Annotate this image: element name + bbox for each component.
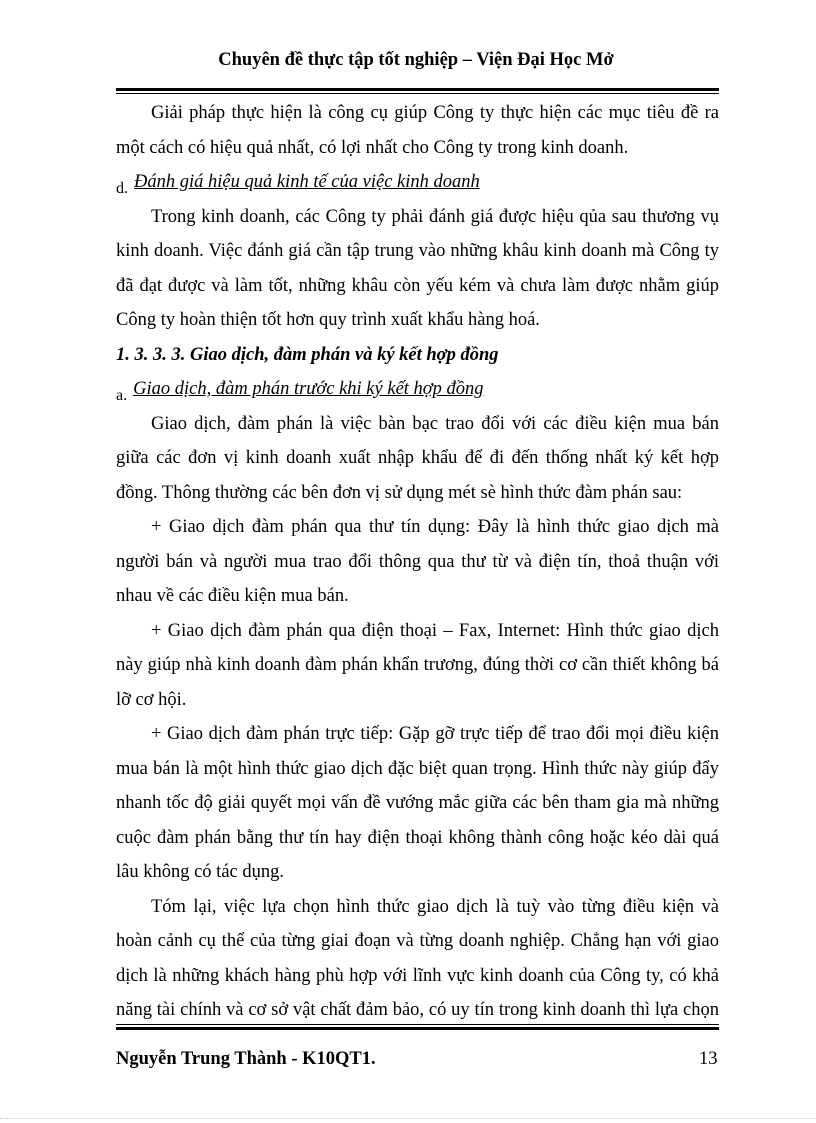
paragraph-line: Trong kinh doanh, các Công ty phải đánh giá được hiệu qủa sau thương vụ [151, 206, 719, 227]
header-rule-thick [116, 88, 719, 91]
footer-rule-thin [116, 1024, 719, 1025]
page-break-divider [0, 1118, 816, 1119]
subsection-marker: d. [116, 180, 128, 197]
paragraph-line: đã đạt được và làm tốt, những khâu còn yếu kém và chưa làm được nhằm giúp [116, 275, 719, 296]
section-heading-1333: 1. 3. 3. 3. Giao dịch, đàm phán và ký kết hợp đồng [116, 344, 499, 365]
subsection-heading-d [116, 165, 719, 200]
paragraph-line: một cách có hiệu quả nhất, có lợi nhất cho Công ty trong kinh doanh. [116, 137, 629, 158]
paragraph-line: dịch là những khách hàng phù hợp với lĩnh vực kinh doanh của Công ty, có khả [116, 965, 719, 986]
subsection-title: Giao dịch, đàm phán trước khi ký kết hợp đồng [133, 379, 484, 399]
paragraph-line: lỡ cơ hội. [116, 689, 187, 710]
paragraph-line: Giải pháp thực hiện là công cụ giúp Công ty thực hiện các mục tiêu đề ra [151, 103, 719, 123]
footer-author: Nguyễn Trung Thành - K10QT1. [116, 1049, 376, 1069]
footer-rule-thick [116, 1027, 719, 1030]
paragraph-line: mua bán là một hình thức giao dịch đặc biệt quan trọng. Hình thức này giúp đẩy [116, 758, 719, 779]
paragraph-line: Công ty hoàn thiện tốt hơn quy trình xuất khẩu hàng hoá. [116, 310, 540, 330]
subsection-marker: a. [116, 387, 128, 404]
paragraph-line: + Giao dịch đàm phán qua điện thoại – Fax, Internet: Hình thức giao dịch [151, 620, 719, 641]
header-rule-thin [116, 93, 719, 94]
paragraph-line: người bán và người mua trao đổi thông qua thư từ và điện tín, thoả thuận với [116, 551, 719, 572]
paragraph-line: hoàn cảnh cụ thể của từng giai đoạn và từng doanh nghiệp. Chẳng hạn với giao [116, 931, 719, 951]
subsection-title: Đánh giá hiệu quả kinh tế của việc kinh doanh [134, 172, 480, 192]
paragraph-line: Tóm lại, việc lựa chọn hình thức giao dịch là tuỳ vào từng điều kiện và [151, 896, 719, 917]
document-body [116, 96, 719, 1028]
subsection-heading-a [116, 372, 719, 407]
paragraph-line: năng tài chính và cơ sở vật chất đảm bảo, có uy tín trong kinh doanh thì lựa chọn [116, 1000, 719, 1020]
page-number: 13 [699, 1049, 718, 1069]
paragraph-line: + Giao dịch đàm phán qua thư tín dụng: Đây là hình thức giao dịch mà [151, 517, 719, 537]
paragraph-line: kinh doanh. Việc đánh giá cần tập trung vào những khâu kinh doanh mà Công ty [116, 241, 719, 261]
paragraph-line: cuộc đàm phán bằng thư tín hay điện thoại không thành công hoặc kéo dài quá [116, 827, 719, 848]
paragraph-line: đồng. Thông thường các bên đơn vị sử dụng mét sè hình thức đàm phán sau: [116, 482, 683, 503]
paragraph-line: giữa các đơn vị kinh doanh xuất nhập khẩu để đi đến thống nhất ký kết hợp [116, 448, 719, 468]
paragraph-line: nhanh tốc độ giải quyết mọi vấn đề vướng mắc giữa các bên tham gia mà những [116, 793, 719, 813]
paragraph-line: này giúp nhà kinh doanh đàm phán khẩn trương, đúng thời cơ cần thiết không bá [116, 655, 719, 675]
paragraph-line: lâu không có tác dụng. [116, 862, 284, 882]
paragraph-line: + Giao dịch đàm phán trực tiếp: Gặp gỡ trực tiếp để trao đổi mọi điều kiện [151, 724, 719, 744]
paragraph-line: nhau về các điều kiện mua bán. [116, 586, 349, 606]
page-header-title: Chuyên đề thực tập tốt nghiệp – Viện Đại Học Mở [218, 50, 614, 70]
paragraph-line: Giao dịch, đàm phán là việc bàn bạc trao đổi với các điều kiện mua bán [151, 413, 719, 434]
